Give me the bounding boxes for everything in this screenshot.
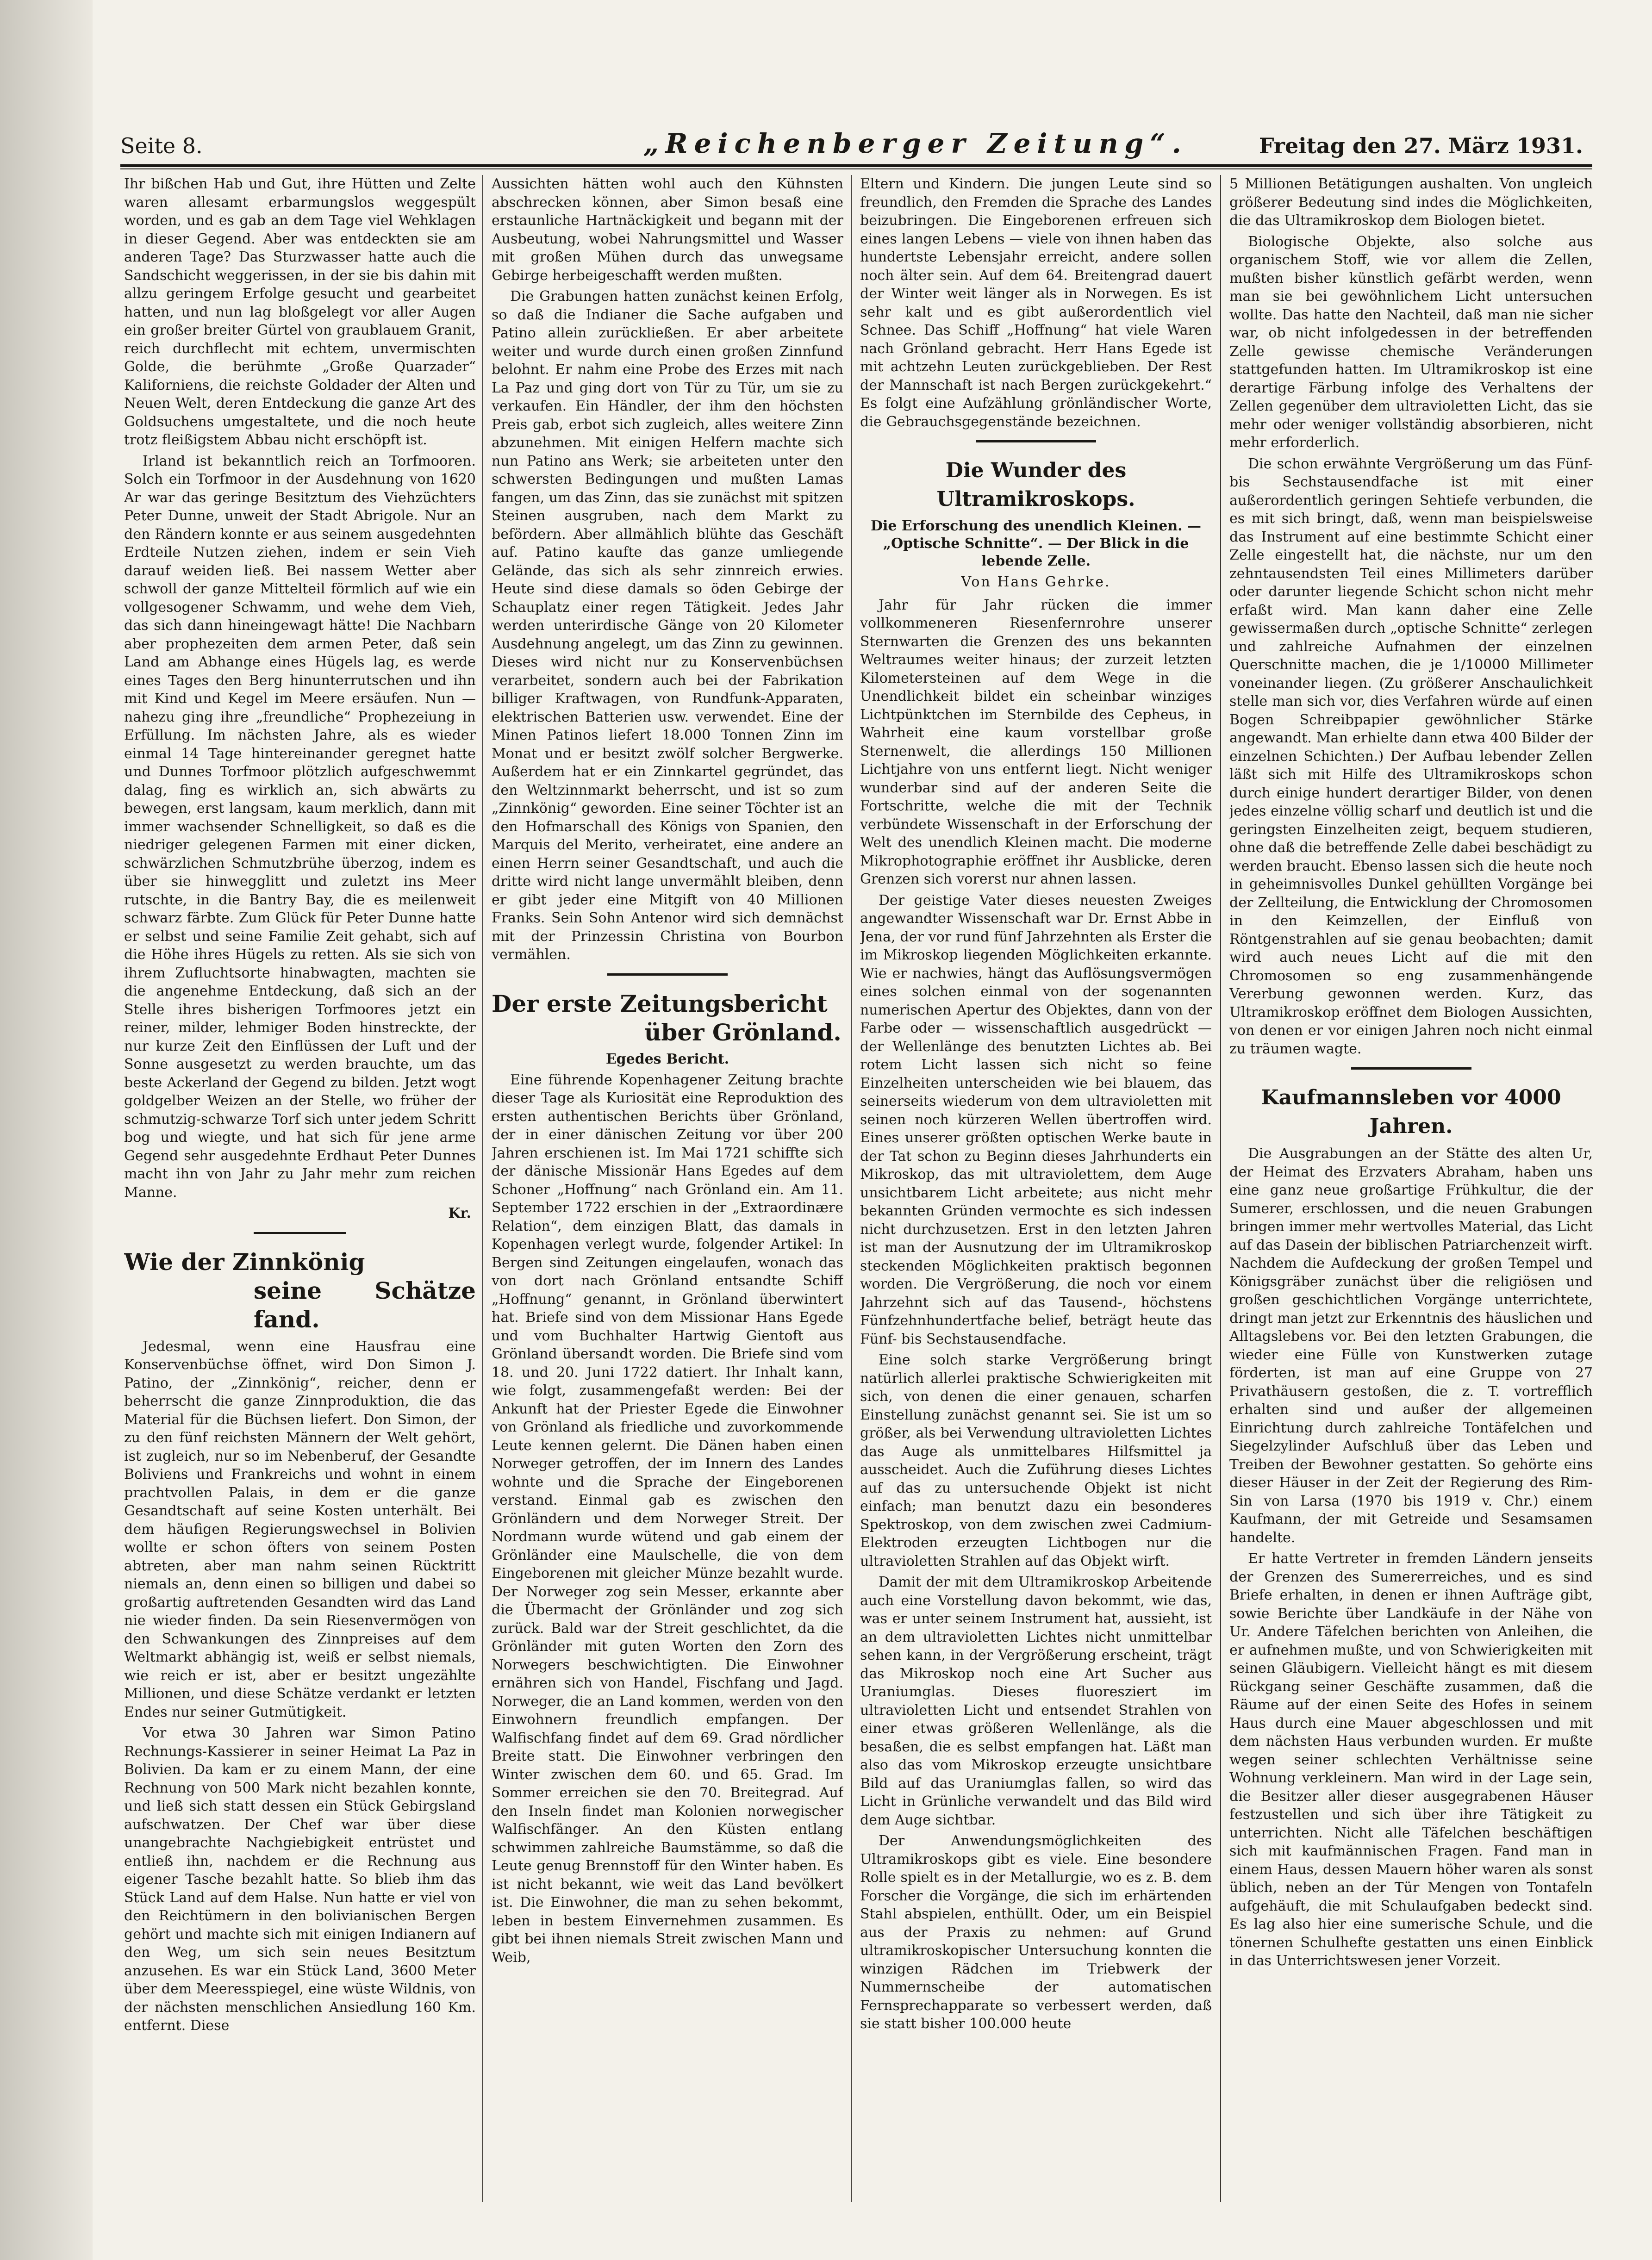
- article-separator: [254, 1232, 346, 1234]
- article-separator: [1351, 1067, 1471, 1070]
- article-paragraph: Eine führende Kopenhagener Zeitung brachte dieser Tage als Kuriosität eine Reproduktion des ersten authentischen Berichts über Grönland, der in einer dänischen Zeitung vor über 200 Jahren erschienen ist. Im Mai 1721 schiffte sich der dänische Missionär Hans Egedes auf dem Schoner „Hoffnung“ nach Grönland ein. Am 11. September 1722 erschien in der „Extraordinære Relation“, dem einzigen Blatt, das damals in Kopenhagen verlegt wurde, folgender Artikel: In Bergen sind Zeitungen eingelaufen, wonach das von dort nach Grönland entsandte Schiff „Hoffnung“ genannt, in Grönland überwintert hat. Briefe sind von dem Missionar Hans Egede und vom Buchhalter Hartwig Gientoft aus Grönland übersandt worden. Die Briefe sind vom 18. und 20. Juni 1722 datiert. Ihr Inhalt kann, wie folgt, zusammengefaßt werden: Bei der Ankunft hat der Priester Egede die Einwohner von Grönland als friedliche und zuvorkommende Leute kennen gelernt. Die Dänen haben einen Norweger getroffen, der im Innern des Landes wohnte und die Sprache der Eingeborenen verstand. Einmal gab es zwischen den Grönländern und dem Norweger Streit. Der Nordmann wurde wütend und gab einem der Grönländer eine Maulschelle, die von dem Eingeborenen mit gleicher Münze bezahlt wurde. Der Norweger zog sein Messer, erkannte aber die Übermacht der Grönländer und zog sich zurück. Bald war der Streit geschlichtet, da die Grönländer mit guten Worten den Zorn des Norwegers beschwichtigten. Die Einwohner ernähren sich von Handel, Fischfang und Jagd. Norweger, die an Land kommen, werden von den Einwohnern freundlich empfangen. Der Walfischfang findet auf dem 69. Grad nördlicher Breite statt. Die Einwohner verbringen den Winter zwischen dem 60. und 65. Grad. Im Sommer erreichen sie den 70. Breitegrad. Auf den Inseln findet man Kolonien norwegischer Walfischfänger. An den Küsten entlang schwimmen zahlreiche Baumstämme, so daß die Leute genug Brennstoff für den Winter haben. Es ist nicht bekannt, wie weit das Land bevölkert ist. Die Einwohner, die man zu sehen bekommt, leben in bestem Einvernehmen zusammen. Es gibt bei ihnen niemals Streit zwischen Mann und Weib,: [492, 1071, 843, 1966]
- header-rule: [120, 164, 1592, 169]
- column-3: [860, 175, 1212, 2202]
- column-divider: [1220, 175, 1221, 2202]
- article-subheadline: Egedes Bericht.: [605, 1051, 729, 1067]
- article-separator: [976, 440, 1096, 442]
- article-paragraph: Eine solch starke Vergrößerung bringt natürlich allerlei praktische Schwierigkeiten mit sich, von denen die einer genauen, scharfen Einstellung zunächst genannt sei. Sie ist um so größer, als bei Verwendung ultravioletten Lichtes das Auge als unmittelbares Hilfsmittel ja ausscheidet. Auch die Zuführung dieses Lichtes auf das zu untersuchende Objekt ist nicht einfach; man benutzt dazu ein besonderes Spektroskop, von dem zwischen zwei Cadmium-Elektroden erzeugten Lichtbogen nur die ultravioletten Strahlen auf das Objekt wirft.: [860, 1352, 1212, 1569]
- column-divider: [851, 175, 852, 2202]
- headline-line: seine Schätze fand.: [254, 1276, 476, 1333]
- author-initials: Kr.: [448, 1205, 471, 1221]
- issue-date: Freitag den 27. März 1931.: [1259, 133, 1583, 158]
- article-paragraph: Jahr für Jahr rücken die immer vollkommeneren Riesenfernrohre unserer Sternwarten die Grenzen des uns bekannten Weltraumes weiter hinaus; der zurzeit letzten Kilometersteinen auf dem Wege in die Unendlichkeit bildet ein scheinbar winziges Lichtpünktchen im Sternbilde des Cepheus, in Wahrheit eine kaum vorstellbar große Sternenwelt, die allerdings 150 Millionen Lichtjahre von uns entfernt liegt. Nicht weniger wunderbar sind auf der anderen Seite die Fortschritte, welche die mit der Technik verbündete Wissenschaft in der Erforschung der Welt des unendlich Kleinen macht. Die moderne Mikrophotographie eröffnet ihr Ausblicke, deren Grenzen sich vorerst nur ahnen lassen.: [860, 597, 1212, 887]
- column-1: [124, 175, 476, 2202]
- article-paragraph: Jedesmal, wenn eine Hausfrau eine Konservenbüchse öffnet, wird Don Simon J. Patino, der „Zinnkönig“, reicher, denn er beherrscht die ganze Zinnproduktion, die das Material für die Büchsen liefert. Don Simon, der zu den fünf reichsten Männern der Welt gehört, ist zugleich, nur so im Nebenberuf, der Gesandte Boliviens und Frankreichs und wohnt in einem prachtvollen Palais, in dem er die ganze Gesandtschaft auf seine Kosten unterhält. Bei dem häufigen Regierungswechsel in Bolivien wollte er schon öfters von seinem Posten abtreten, aber man nahm seinen Rücktritt niemals an, denn einen so billigen und dabei so großartig auftretenden Gesandten wird das Land nie wieder finden. Da sein Riesenvermögen von den Schwankungen des Zinnpreises auf dem Weltmarkt abhängig ist, weiß er selbst niemals, wie reich er ist, aber er besitzt ungezählte Millionen, und diese Schätze verdankt er letzten Endes nur seiner Gutmütigkeit.: [124, 1338, 476, 1720]
- column-4: [1229, 175, 1593, 2202]
- headline-line: über Grönland.: [644, 1018, 842, 1046]
- scan-margin: [0, 0, 93, 2260]
- article-paragraph: Aussichten hätten wohl auch den Kühnsten abschrecken können, aber Simon besaß eine erstaunliche Hartnäckigkeit und begann mit der Ausbeutung, wobei Nahrungsmittel und Wasser mit großen Mühen durch das unwegsame Gebirge herbeigeschafft werden mußten.: [492, 176, 843, 284]
- article-paragraph: Die Ausgrabungen an der Stätte des alten Ur, der Heimat des Erzvaters Abraham, haben uns eine ganz neue großartige Frühkultur, die der Sumerer, erschlossen, und die neuen Grabungen bringen immer mehr wertvolles Material, das Licht auf das Dasein der biblischen Patriarchenzeit wirft. Nachdem die Aufdeckung der großen Tempel und Königsgräber zunächst über die religiösen und großen geschichtlichen Vorgänge unterrichtete, dringt man jetzt zur Erkenntnis des häuslichen und Alltagslebens vor. Bei den letzten Grabungen, die wieder eine Fülle von Kunstwerken zutage förderten, ist man auf eine Gruppe von 27 Privathäusern gestoßen, die z. T. vortrefflich erhalten sind und außer der allgemeinen Einrichtung durch zahlreiche Tontäfelchen und Siegelzylinder Aufschluß über das Leben und Treiben der Bewohner gestatten. So gehörte eins dieser Häuser in der Zeit der Regierung des Rim-Sin von Larsa (1970 bis 1919 v. Chr.) einem Kaufmann, der mit Getreide und Sesamsamen handelte.: [1229, 1146, 1593, 1546]
- article-paragraph: Vor etwa 30 Jahren war Simon Patino Rechnungs-Kassierer in seiner Heimat La Paz in Bolivien. Da kam er zu einem Mann, der eine Rechnung von 500 Mark nicht bezahlen konnte, und ließ sich statt dessen ein Stück Gebirgsland aufschwatzen. Der Chef war über diese unangebrachte Nachgiebigkeit entrüstet und entließ ihn, nachdem er die Rechnung aus eigener Tasche bezahlt hatte. So blieb ihm das Stück Land auf dem Halse. Nun hatte er viel von den Reichtümern in den bolivianischen Bergen gehört und machte sich mit einigen Indianern auf den Weg, um sich sein neues Besitztum anzusehen. Es war ein Stück Land, 3600 Meter über dem Meeresspiegel, eine wüste Wildnis, von der nächsten menschlichen Ansiedlung 160 Km. entfernt. Diese: [124, 1725, 476, 2034]
- article-paragraph: Der Anwendungsmöglichkeiten des Ultramikroskops gibt es viele. Eine besondere Rolle spielt es in der Metallurgie, wo es z. B. dem Forscher die Vorgänge, die sich im erhärtenden Stahl abspielen, enthüllt. Oder, um ein Beispiel aus der Praxis zu nehmen: auf Grund ultramikroskopischer Untersuchung konnten die winzigen Rädchen im Triebwerk der Nummernscheibe der automatischen Fernsprechapparate so verbessert werden, daß sie statt bisher 100.000 heute: [860, 1833, 1212, 2032]
- article-headline-kaufmannsleben: Kaufmannsleben vor 4000 Jahren.: [1261, 1086, 1561, 1138]
- article-author: Von Hans Gehrke.: [961, 574, 1111, 590]
- column-divider: [482, 175, 483, 2202]
- article-headline-ultramikroskop: Die Wunder des Ultramikroskops.: [936, 459, 1135, 511]
- column-2: [492, 175, 843, 2202]
- article-paragraph: 5 Millionen Betätigungen aushalten. Von ungleich größerer Bedeutung sind indes die Möglichkeiten, die das Ultramikroskop dem Biologen bietet.: [1229, 176, 1593, 229]
- article-headline-zinnkoenig: [124, 1248, 476, 1334]
- article-paragraph: Damit der mit dem Ultramikroskop Arbeitende auch eine Vorstellung davon bekommt, wie das, was er unter seinem Instrument hat, aussieht, ist an dem ultravioletten Lichtes nicht unmittelbar sehen kann, in der Vergrößerung erscheint, trägt das Mikroskop noch eine Art Sucher aus Uraniumglas. Dieses fluoresziert im ultravioletten Licht und entsendet Strahlen von einer etwas größeren Wellenlänge, als die besaßen, die es selbst empfangen hat. Läßt man also das vom Mikroskop erzeugte unsichtbare Bild auf das Uraniumglas fallen, so wird das Licht in Grünliche verwandelt und das Bild wird dem Auge sichtbar.: [860, 1574, 1212, 1828]
- article-paragraph: Ihr bißchen Hab und Gut, ihre Hütten und Zelte waren allesamt erbarmungslos weggespült worden, und es gab an dem Tage viel Wehklagen in dieser Gegend. Aber was entdeckten sie am anderen Tage? Das Sturzwasser hatte auch die Sandschicht weggerissen, in der sie bis dahin mit allzu geringem Erfolge gesucht und gearbeitet hatten, und nun lag bloßgelegt vor aller Augen ein großer breiter Gürtel von graublauem Granit, reich durchflecht mit echtem, unvermischten Golde, die berühmte „Große Quarzader“ Kaliforniens, die reichste Goldader der Alten und Neuen Welt, deren Entdeckung die ganze Art des Goldsuchens umgestaltete, und die noch heute trotz fleißigstem Abbau nicht erschöpft ist.: [124, 176, 476, 448]
- article-paragraph: Er hatte Vertreter in fremden Ländern jenseits der Grenzen des Sumererreiches, und es sind Briefe erhalten, in denen er ihnen Aufträge gibt, sowie Berichte über Landkäufe in der Nähe von Ur. Andere Täfelchen berichten von Anleihen, die er aufnehmen mußte, und von Schwierigkeiten mit seinen Gläubigern. Vielleicht hängt es mit diesem Rückgang seiner Geschäfte zusammen, daß die Räume auf der einen Seite des Hofes in seinem Haus durch eine Mauer abgeschlossen und mit dem nächsten Haus verbunden wurden. Er mußte wegen seiner schlechten Verhältnisse seine Wohnung verkleinern. Man wird in der Lage sein, die Besitzer aller dieser ausgegrabenen Häuser festzustellen und sich über ihre Tätigkeit zu unterrichten. Nicht alle Täfelchen beschäftigen sich mit kaufmännischen Fragen. Fand man in einem Haus, dessen Mauern höher waren als sonst üblich, neben an der Tür Mengen von Tontafeln aufgehäuft, die mit Schulaufgaben bedeckt sind. Es lag also hier eine sumerische Schule, und die tönernen Schulhefte gestatten uns einen Einblick in das Unterrichtswesen jener Vorzeit.: [1229, 1550, 1593, 1969]
- headline-line: Der erste Zeitungsbericht: [492, 990, 828, 1017]
- article-headline-groenland: [492, 990, 843, 1047]
- article-paragraph: Biologische Objekte, also solche aus organischem Stoff, wie vor allem die Zellen, mußten bisher künstlich gefärbt werden, wenn man sie bei gewöhnlichem Licht untersuchen wollte. Das hatte den Nachteil, daß man nie sicher war, ob nicht infolgedessen in der betreffenden Zelle gewisse chemische Veränderungen stattgefunden hatten. Im Ultramikroskop ist eine derartige Färbung infolge des Verhaltens der Zellen gegenüber dem ultravioletten Licht, das sie mehr oder weniger vollständig absorbieren, nicht mehr erforderlich.: [1229, 233, 1593, 451]
- article-paragraph: Die schon erwähnte Vergrößerung um das Fünf- bis Sechstausendfache ist mit einer außerordentlich geringen Sehtiefe verbunden, die es mit sich bringt, daß, wenn man beispielsweise das Instrument auf eine bestimmte Schicht einer Zelle eingestellt hat, die nächste, nur um den zehntausendsten Teil eines Millimeters darüber oder darunter liegende Schicht schon nicht mehr erfaßt wird. Man kann daher eine Zelle gewissermaßen durch „optische Schnitte“ zerlegen und zahlreiche Aufnahmen der einzelnen Querschnitte machen, die je 1/10000 Millimeter voneinander liegen. (Zu größerer Anschaulichkeit stelle man sich vor, dies Verfahren würde auf einen Bogen Schreibpapier gewöhnlicher Stärke angewandt. Man erhielte dann etwa 400 Bilder der einzelnen Schichten.) Der Aufbau lebender Zellen läßt sich mit Hilfe des Ultramikroskops schon durch einige hundert derartiger Bilder, von denen jedes einzelne völlig scharf und deutlich ist und die geringsten Einzelheiten zeigt, bequem studieren, ohne daß die betreffende Zelle dabei beschädigt zu werden braucht. Ebenso lassen sich die heute noch in geheimnisvolles Dunkel gehüllten Vorgänge bei der Zellteilung, die Entwicklung der Chromosomen in den Keimzellen, der Einfluß von Röntgenstrahlen auf sie genau beobachten; damit wird auch neues Licht auf die mit den Chromosomen so eng zusammenhängende Vererbung gewonnen werden. Kurz, das Ultramikroskop eröffnet dem Biologen Aussichten, von denen er vor einigen Jahren noch nicht einmal zu träumen wagte.: [1229, 455, 1593, 1057]
- page-header: [120, 125, 1592, 167]
- article-separator: [607, 973, 728, 976]
- article-paragraph: Eltern und Kindern. Die jungen Leute sind so freundlich, den Fremden die Sprache des Landes beizubringen. Die Eingeborenen erfreuen sich eines langen Lebens — viele von ihnen haben das hundertste Lebensjahr erreicht, andere sollen noch älter sein. Auf dem 64. Breitengrad dauert der Winter weit länger als in Norwegen. Es ist sehr kalt und es gibt außerordentlich viel Schnee. Das Schiff „Hoffnung“ hat viele Waren nach Grönland gebracht. Herr Hans Egede ist mit achtzehn Leuten zurückgeblieben. Der Rest der Mannschaft ist nach Bergen zurückgekehrt.“ Es folgt eine Aufzählung grönländischer Worte, die Gebrauchsgegenstände bezeichnen.: [860, 176, 1212, 430]
- article-paragraph: Die Grabungen hatten zunächst keinen Erfolg, so daß die Indianer die Sache aufgaben und Patino allein zurückließen. Er aber arbeitete weiter und wurde durch einen großen Zinnfund belohnt. Er nahm eine Probe des Erzes mit nach La Paz und ging dort von Tür zu Tür, um sie zu verkaufen. Ein Händler, der ihm den höchsten Preis gab, erbot sich zugleich, alles weitere Zinn abzunehmen. Mit einigen Helfern machte sich nun Patino ans Werk; sie arbeiteten unter den schwersten Bedingungen und mußten Lamas fangen, um das Zinn, das sie zunächst mit spitzen Steinen ausgruben, nach dem Markt zu befördern. Aber allmählich blühte das Geschäft auf. Patino kaufte das ganze umliegende Gelände, das sich als sehr zinnreich erwies. Heute sind diese damals so öden Gebirge der Schauplatz einer regen Tätigkeit. Jedes Jahr werden unterirdische Gänge von 20 Kilometer Ausdehnung angelegt, um das Zinn zu gewinnen. Dieses wird nicht nur zu Konservenbüchsen verarbeitet, sondern auch bei der Fabrikation billiger Kraftwagen, von Rundfunk-Apparaten, elektrischen Batterien usw. verwendet. Eine der Minen Patinos liefert 18.000 Tonnen Zinn im Monat und er besitzt zwölf solcher Bergwerke. Außerdem hat er ein Zinnkartel gegründet, das den Weltzinnmarkt beherrscht, und ist so zum „Zinnkönig“ geworden. Eine seiner Töchter ist an den Hofmarschall des Königs von Spanien, den Marquis del Merito, verheiratet, eine andere an einen Herrn seiner Gesandtschaft, und auch die dritte wird nicht lange unvermählt bleiben, denn er gibt jeder eine Mitgift von 40 Millionen Franks. Sein Sohn Antenor wird sich demnächst mit der Prinzessin Christina von Bourbon vermählen.: [492, 288, 843, 963]
- article-subheadline: Die Erforschung des unendlich Kleinen. — „Optische Schnitte“. — Der Blick in die lebende Zelle.: [870, 518, 1202, 569]
- newspaper-title: „Reichenberger Zeitung“.: [643, 128, 1188, 159]
- page-number: Seite 8.: [120, 133, 203, 158]
- headline-line: Wie der Zinnkönig: [124, 1248, 365, 1276]
- article-paragraph: Der geistige Vater dieses neuesten Zweiges angewandter Wissenschaft war Dr. Ernst Abbe in Jena, der vor rund fünf Jahrzehnten als Erster die im Mikroskop liegenden Möglichkeiten erkannte. Wie er nachwies, hängt das Auflösungsvermögen eines solchen einmal von der sogenannten numerischen Apertur des Objektes, dann von der Farbe oder — wissenschaftlich ausgedrückt — der Wellenlänge des benutzten Lichtes ab. Bei rotem Licht lassen sich nicht so feine Einzelheiten unterscheiden wie bei blauem, das seinerseits wiederum von dem ultravioletten mit seinen noch kürzeren Wellen übertroffen wird. Eines unserer größten optischen Werke baute in der Tat schon zu Beginn dieses Jahrhunderts ein Mikroskop, das mit ultraviolettem, dem Auge unsichtbarem Licht arbeitete; aus nicht mehr bekannten Gründen vermochte es sich indessen nicht durchzusetzen. Erst in den letzten Jahren ist man der Ausnutzung der im Ultramikroskop steckenden Möglichkeiten praktisch begonnen worden. Die Vergrößerung, die noch vor einem Jahrzehnt sich auf das Tausend-, höchstens Fünfzehnhundertfache belief, beträgt heute das Fünf- bis Sechstausendfache.: [860, 892, 1212, 1347]
- article-paragraph: Irland ist bekanntlich reich an Torfmooren. Solch ein Torfmoor in der Ausdehnung von 1620 Ar war das geringe Besitztum des Viehzüchters Peter Dunne, unweit der Stadt Abrigole. Nur an den Rändern konnte er aus seinem ausgedehnten Erdteile Nutzen ziehen, indem er sein Vieh darauf weiden ließ. Bei nassem Wetter aber schwoll der ganze Mittelteil förmlich auf wie ein vollgesogener Schwamm, und wehe dem Vieh, das sich dann hineingewagt hätte! Die Nachbarn aber prophezeiten dem armen Peter, daß sein Land am Abhange eines Hügels lag, es werde eines Tages den Berg hinunterrutschen und ihn mit Kind und Kegel im Meere ersäufen. Nun — nahezu ging ihre „freundliche“ Prophezeiung in Erfüllung. Im nächsten Jahre, als es wieder einmal 14 Tage hintereinander geregnet hatte und Dunnes Torfmoor plötzlich aufgeschwemmt dalag, fing es wirklich an, sich abwärts zu bewegen, erst langsam, kaum merklich, dann mit immer wachsender Schnelligkeit, so daß es die niedriger gelegenen Farmen mit einer dicken, schwärzlichen Schmutzbrühe überzog, indem es über sie hinwegglitt und zuletzt ins Meer rutschte, in die Bantry Bay, die es meilenweit schwarz färbte. Zum Glück für Peter Dunne hatte er selbst und seine Familie Zeit gehabt, sich auf die Höhe ihres Hügels zu retten. Als sie sich von ihrem Zufluchtsorte hinabwagten, machten sie die angenehme Entdeckung, daß sich an der Stelle ihres bisherigen Torfmoores jetzt ein reiner, milder, lehmiger Boden hinstreckte, der nur kurze Zeit den Einflüssen der Luft und der Sonne ausgesetzt zu werden brauchte, um das beste Ackerland der Gegend zu bilden. Jetzt wogt goldgelber Weizen an der Stelle, wo früher der schmutzig-schwarze Torf sich unter jedem Schritt bog und wiegte, und hat sich für jene arme Gegend sehr ausgedehnte Erdhaut Peter Dunnes macht ihn von Jahr zu Jahr mehr zum reichen Manne.: [124, 453, 476, 1201]
